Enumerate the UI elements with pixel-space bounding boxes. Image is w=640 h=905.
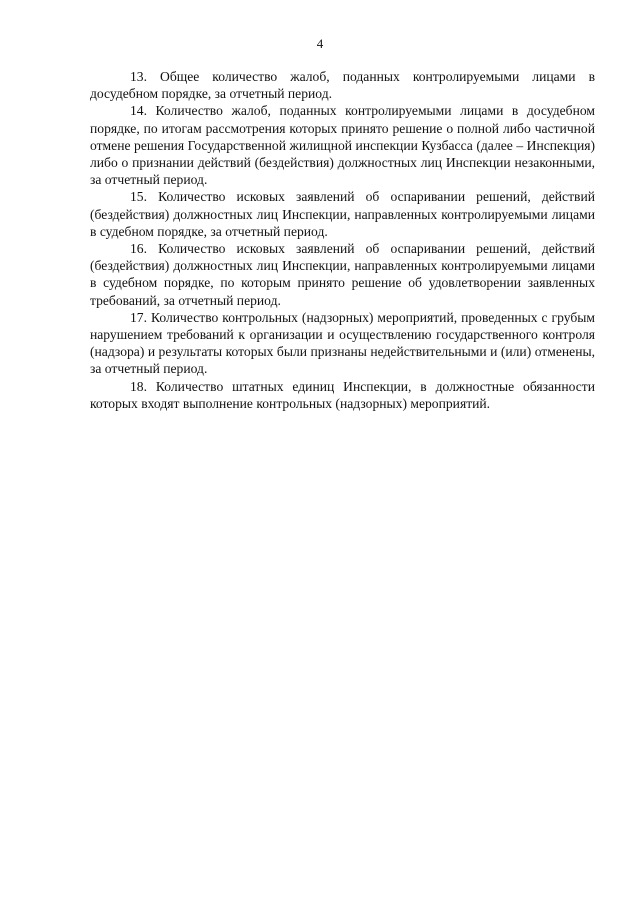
paragraph-16: 16. Количество исковых заявлений об оспаривании решений, действий (бездействия) должностных лиц Инспекции, направленных контролируемыми лицами в судебном порядке, по которым принято решение об удовлетворении заявленных требований, за отчетный период. [90,241,595,308]
paragraph-14: 14. Количество жалоб, поданных контролируемыми лицами в досудебном порядке, по итогам рассмотрения которых принято решение о полной либо частичной отмене решения Государственной жилищной инспекции Кузбасса (далее – Инспекция) либо о признании действий (бездействия) должностных лиц Инспекции незаконными, за отчетный период. [90,103,595,188]
page-number: 4 [316,36,324,51]
paragraph-18: 18. Количество штатных единиц Инспекции, в должностные обязанности которых входят выполнение контрольных (надзорных) мероприятий. [90,378,595,411]
document-body [90,68,595,412]
paragraph-17: 17. Количество контрольных (надзорных) мероприятий, проведенных с грубым нарушением требований к организации и осуществлению государственного контроля (надзора) и результаты которых были признаны недействительными и (или) отменены, за отчетный период. [90,309,595,377]
paragraph-13: 13. Общее количество жалоб, поданных контролируемыми лицами в досудебном порядке, за отчетный период. [90,69,595,102]
paragraph-15: 15. Количество исковых заявлений об оспаривании решений, действий (бездействия) должностных лиц Инспекции, направленных контролируемыми лицами в судебном порядке, за отчетный период. [90,189,595,239]
